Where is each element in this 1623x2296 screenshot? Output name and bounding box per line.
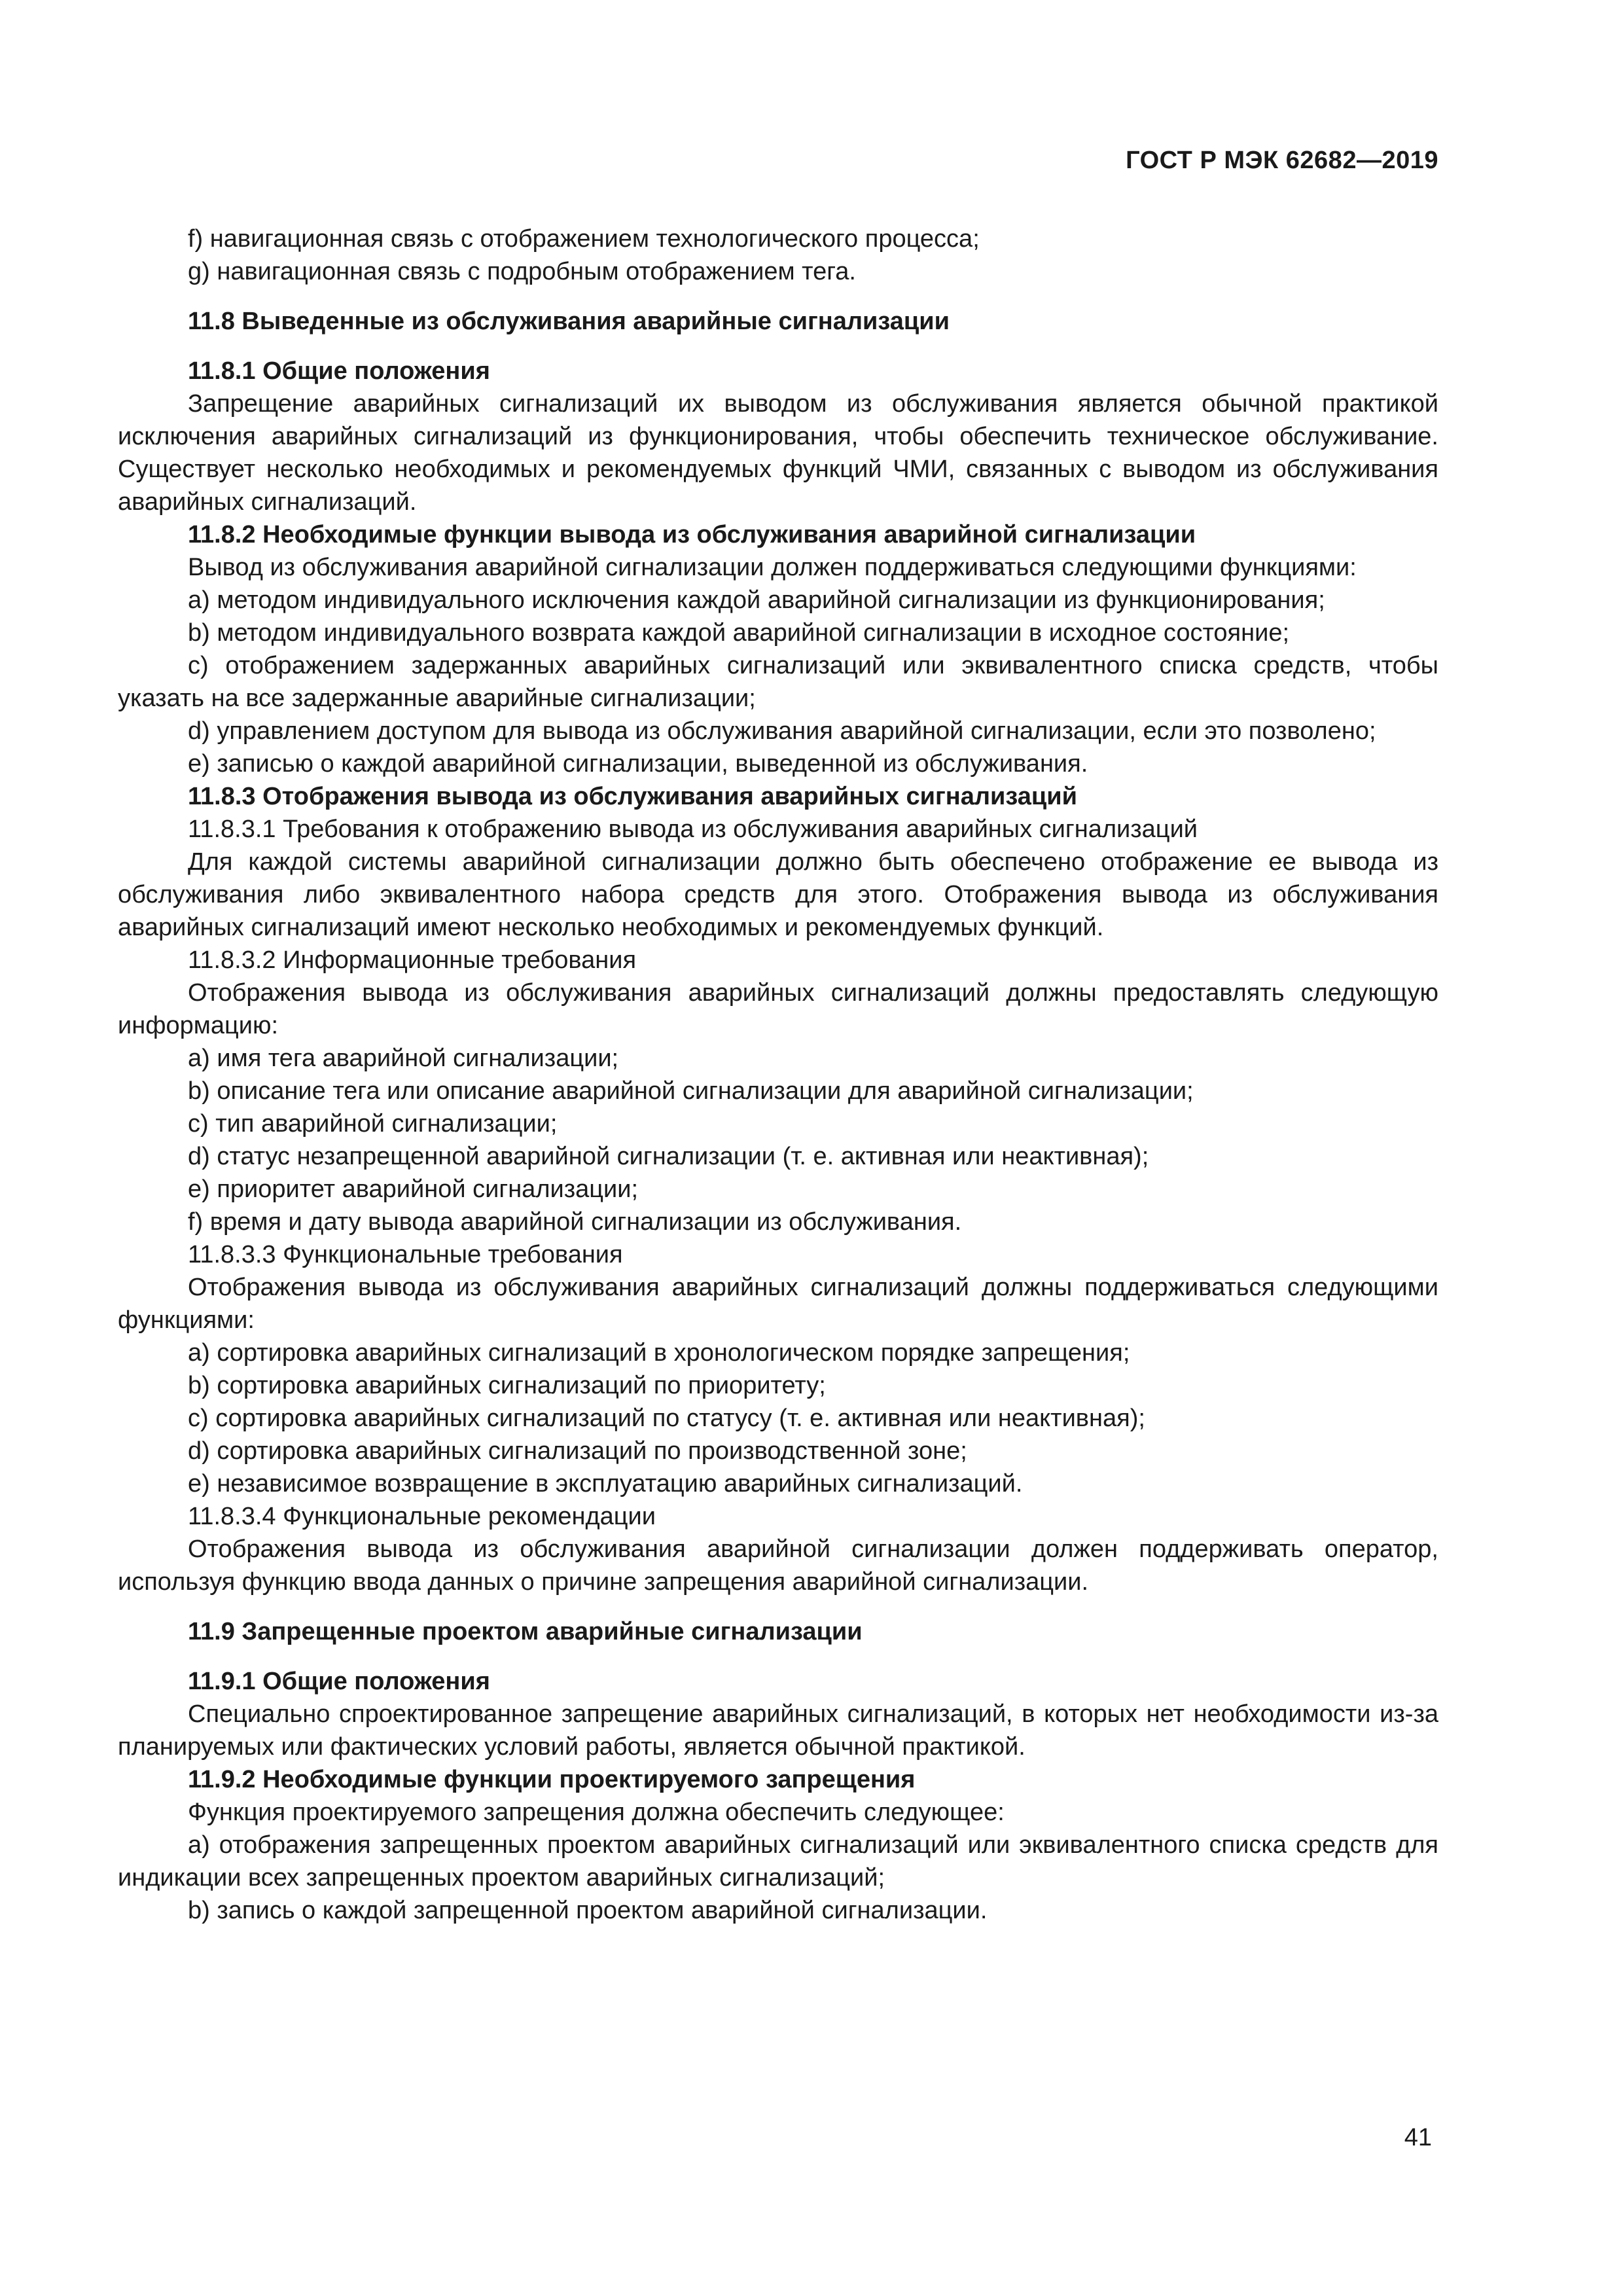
subsection-heading: 11.9.1 Общие положения [188, 1668, 490, 1695]
list-item: d) управлением доступом для вывода из обслуживания аварийной сигнализации, если это позволено; [188, 717, 1376, 745]
clause-title: 11.8.3.1 Требования к отображению вывода из обслуживания аварийных сигнализаций [188, 816, 1198, 843]
list-item: c) тип аварийной сигнализации; [188, 1110, 558, 1138]
list-item: e) приоритет аварийной сигнализации; [188, 1175, 639, 1203]
list-item: a) методом индивидуального исключения каждой аварийной сигнализации из функционирования; [188, 586, 1325, 614]
document-body [118, 223, 1438, 1927]
list-item: g) навигационная связь с подробным отображением тега. [188, 258, 856, 285]
list-item: a) сортировка аварийных сигнализаций в хронологическом порядке запрещения; [188, 1339, 1130, 1367]
list-item: f) время и дату вывода аварийной сигнализации из обслуживания. [188, 1208, 962, 1236]
list-item: b) методом индивидуального возврата каждой аварийной сигнализации в исходное состояние; [188, 619, 1290, 647]
list-item: b) запись о каждой запрещенной проектом аварийной сигнализации. [188, 1897, 988, 1924]
subsection-heading: 11.8.1 Общие положения [188, 357, 490, 385]
clause-title: 11.8.3.3 Функциональные требования [188, 1241, 623, 1268]
section-heading: 11.9 Запрещенные проектом аварийные сигнализации [188, 1618, 863, 1645]
page-number: 41 [1404, 2124, 1432, 2151]
subsection-heading: 11.8.3 Отображения вывода из обслуживания аварийных сигнализаций [188, 783, 1077, 810]
paragraph: Функция проектируемого запрещения должна обеспечить следующее: [188, 1799, 1005, 1826]
section-heading: 11.8 Выведенные из обслуживания аварийные сигнализации [188, 308, 950, 335]
standard-header: ГОСТ Р МЭК 62682—2019 [1126, 147, 1438, 174]
paragraph: Отображения вывода из обслуживания аварийных сигнализаций должны предоставлять следующую информацию: [118, 979, 1438, 1039]
paragraph: Специально спроектированное запрещение аварийных сигнализаций, в которых нет необходимости из-за планируемых или фактических условий работы, является обычной практикой. [118, 1700, 1438, 1761]
list-item: d) сортировка аварийных сигнализаций по производственной зоне; [188, 1437, 967, 1465]
list-item: e) независимое возвращение в эксплуатацию аварийных сигнализаций. [188, 1470, 1023, 1498]
paragraph: Для каждой системы аварийной сигнализации должно быть обеспечено отображение ее вывода из обслуживания либо эквивалентного набора средств для этого. Отображения вывода из обслуживания аварийных сигнализаций имеют несколько необходимых и рекомендуемых функций. [118, 848, 1438, 941]
clause-title: 11.8.3.2 Информационные требования [188, 946, 637, 974]
paragraph: Отображения вывода из обслуживания аварийной сигнализации должен поддерживать оператор, используя функцию ввода данных о причине запрещения аварийной сигнализации. [118, 1535, 1438, 1596]
subsection-heading: 11.9.2 Необходимые функции проектируемого запрещения [188, 1766, 916, 1793]
list-item: c) сортировка аварийных сигнализаций по статусу (т. е. активная или неактивная); [188, 1405, 1145, 1432]
clause-title: 11.8.3.4 Функциональные рекомендации [188, 1503, 656, 1530]
paragraph: Запрещение аварийных сигнализаций их выводом из обслуживания является обычной практикой исключения аварийных сигнализаций из функционирования, чтобы обеспечить техническое обслуживание. Существует несколько необходимых и рекомендуемых функций ЧМИ, связанных с выводом из обслуживания аварийных сигнализаций. [118, 390, 1438, 516]
list-item: f) навигационная связь с отображением технологического процесса; [188, 225, 980, 253]
list-item: a) имя тега аварийной сигнализации; [188, 1045, 619, 1072]
list-item: c) отображением задержанных аварийных сигнализаций или эквивалентного списка средств, чтобы указать на все задержанные аварийные сигнализации; [118, 652, 1438, 712]
subsection-heading: 11.8.2 Необходимые функции вывода из обслуживания аварийной сигнализации [188, 521, 1196, 548]
list-item: a) отображения запрещенных проектом аварийных сигнализаций или эквивалентного списка средств для индикации всех запрещенных проектом аварийных сигнализаций; [118, 1831, 1438, 1892]
paragraph: Вывод из обслуживания аварийной сигнализации должен поддерживаться следующими функциями: [188, 554, 1357, 581]
list-item: d) статус незапрещенной аварийной сигнализации (т. е. активная или неактивная); [188, 1143, 1149, 1170]
list-item: e) записью о каждой аварийной сигнализации, выведенной из обслуживания. [188, 750, 1088, 778]
paragraph: Отображения вывода из обслуживания аварийных сигнализаций должны поддерживаться следующими функциями: [118, 1274, 1438, 1334]
list-item: b) сортировка аварийных сигнализаций по приоритету; [188, 1372, 826, 1399]
list-item: b) описание тега или описание аварийной сигнализации для аварийной сигнализации; [188, 1077, 1194, 1105]
